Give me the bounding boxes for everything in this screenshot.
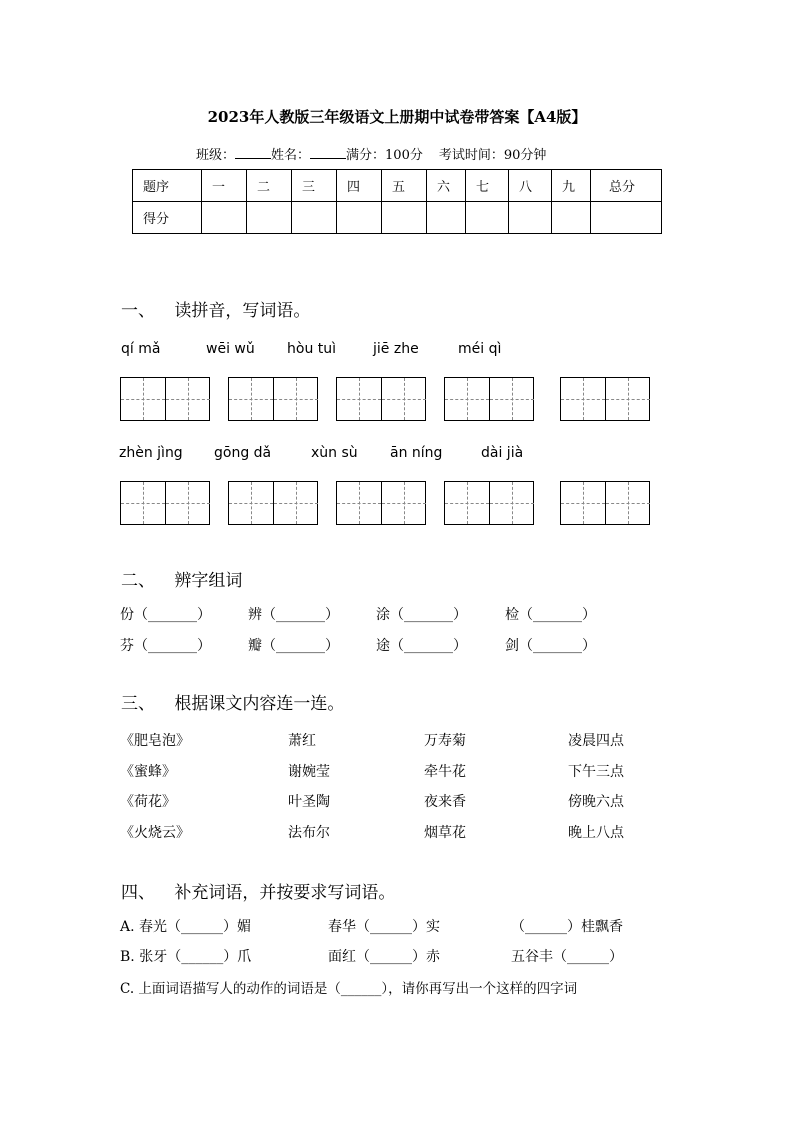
section-title: 补充词语，并按要求写词语。 <box>174 883 396 903</box>
score-header-cell: 四 <box>337 170 382 202</box>
pinyin-item: ān níng <box>390 445 443 461</box>
word-group-item[interactable]: 辨（_______） <box>248 607 339 623</box>
match-item[interactable]: 晚上八点 <box>568 825 624 841</box>
word-group-item[interactable]: 检（_______） <box>505 607 596 623</box>
match-item[interactable]: 《荷花》 <box>120 794 176 810</box>
tianzige-box[interactable] <box>228 377 318 421</box>
section-number: 三、 <box>121 694 155 714</box>
score-input-cell[interactable] <box>509 202 552 234</box>
score-input-cell[interactable] <box>466 202 509 234</box>
score-header-cell: 一 <box>202 170 247 202</box>
instruction-line[interactable]: C. 上面词语描写人的动作的词语是（______），请你再写出一个这样的四字词 <box>120 981 578 997</box>
page-title: 2023年人教版三年级语文上册期中试卷带答案【A4版】 <box>207 108 587 126</box>
section-number: 四、 <box>121 883 155 903</box>
section-title: 根据课文内容连一连。 <box>174 694 345 714</box>
word-group-item[interactable]: 份（_______） <box>120 607 211 623</box>
student-info-line <box>196 144 546 163</box>
score-header-cell: 二 <box>247 170 292 202</box>
idiom-item[interactable]: （______）桂飘香 <box>511 919 623 935</box>
tianzige-box[interactable] <box>444 377 534 421</box>
score-input-cell[interactable] <box>337 202 382 234</box>
score-input-cell[interactable] <box>427 202 466 234</box>
score-input-cell[interactable] <box>382 202 427 234</box>
section-number: 二、 <box>121 571 155 591</box>
pinyin-item: hòu tuì <box>287 341 337 357</box>
pinyin-item: méi qì <box>458 341 502 357</box>
section-4-heading <box>121 878 395 903</box>
idiom-item[interactable]: 面红（______）赤 <box>328 949 440 965</box>
score-table <box>132 169 662 234</box>
score-header-cell: 三 <box>292 170 337 202</box>
score-table-row <box>133 202 662 234</box>
idiom-item[interactable]: 五谷丰（______） <box>511 949 623 965</box>
pinyin-item: zhèn jìng <box>119 445 183 461</box>
tianzige-box[interactable] <box>228 481 318 525</box>
word-group-item[interactable]: 剑（_______） <box>505 638 596 654</box>
tianzige-box[interactable] <box>560 481 650 525</box>
pinyin-item: gōng dǎ <box>214 445 272 461</box>
score-row-label: 得分 <box>133 202 202 234</box>
exam-time: 考试时间：90分钟 <box>438 148 547 163</box>
idiom-item[interactable]: 春华（______）实 <box>328 919 440 935</box>
word-group-item[interactable]: 途（_______） <box>376 638 467 654</box>
match-item[interactable]: 夜来香 <box>424 794 466 810</box>
name-blank[interactable] <box>310 146 346 159</box>
score-input-cell[interactable] <box>247 202 292 234</box>
score-header-cell: 六 <box>427 170 466 202</box>
section-number: 一、 <box>121 301 155 321</box>
full-score: 满分：100分 <box>346 148 423 163</box>
score-header-cell: 七 <box>466 170 509 202</box>
score-input-cell[interactable] <box>202 202 247 234</box>
word-group-item[interactable]: 涂（_______） <box>376 607 467 623</box>
match-item[interactable]: 牵牛花 <box>424 764 466 780</box>
pinyin-item: jiē zhe <box>373 341 419 357</box>
score-header-cell: 题序 <box>133 170 202 202</box>
word-group-item[interactable]: 芬（_______） <box>120 638 211 654</box>
section-title: 读拼音，写词语。 <box>174 301 311 321</box>
section-title: 辨字组词 <box>174 571 243 591</box>
match-item[interactable]: 烟草花 <box>424 825 466 841</box>
name-label: 姓名： <box>271 148 311 163</box>
tianzige-box[interactable] <box>120 481 210 525</box>
match-item[interactable]: 凌晨四点 <box>568 733 624 749</box>
section-2-heading <box>121 566 242 591</box>
score-header-cell: 总分 <box>591 170 662 202</box>
match-item[interactable]: 《蜜蜂》 <box>120 764 176 780</box>
pinyin-item: qí mǎ <box>121 341 161 357</box>
tianzige-box[interactable] <box>560 377 650 421</box>
score-header-cell: 八 <box>509 170 552 202</box>
tianzige-box[interactable] <box>336 377 426 421</box>
idiom-item[interactable]: B. 张牙（______）爪 <box>120 949 252 965</box>
match-item[interactable]: 《火烧云》 <box>120 825 190 841</box>
section-1-heading <box>121 296 310 321</box>
section-3-heading <box>121 689 344 714</box>
pinyin-item: dài jià <box>481 445 524 461</box>
score-input-cell[interactable] <box>292 202 337 234</box>
idiom-item[interactable]: A. 春光（______）媚 <box>120 919 252 935</box>
match-item[interactable]: 《肥皂泡》 <box>120 733 190 749</box>
tianzige-box[interactable] <box>444 481 534 525</box>
match-item[interactable]: 萧红 <box>288 733 316 749</box>
pinyin-item: wēi wǔ <box>206 341 255 357</box>
tianzige-box[interactable] <box>120 377 210 421</box>
match-item[interactable]: 下午三点 <box>568 764 624 780</box>
tianzige-box[interactable] <box>336 481 426 525</box>
word-group-item[interactable]: 瓣（_______） <box>248 638 339 654</box>
match-item[interactable]: 法布尔 <box>288 825 330 841</box>
score-input-cell[interactable] <box>591 202 662 234</box>
class-label: 班级： <box>196 148 236 163</box>
score-input-cell[interactable] <box>552 202 591 234</box>
match-item[interactable]: 万寿菊 <box>424 733 466 749</box>
pinyin-item: xùn sù <box>311 445 358 461</box>
class-blank[interactable] <box>235 146 271 159</box>
match-item[interactable]: 谢婉莹 <box>288 764 330 780</box>
match-item[interactable]: 叶圣陶 <box>288 794 330 810</box>
score-table-header <box>133 170 662 202</box>
score-header-cell: 五 <box>382 170 427 202</box>
match-item[interactable]: 傍晚六点 <box>568 794 624 810</box>
score-header-cell: 九 <box>552 170 591 202</box>
